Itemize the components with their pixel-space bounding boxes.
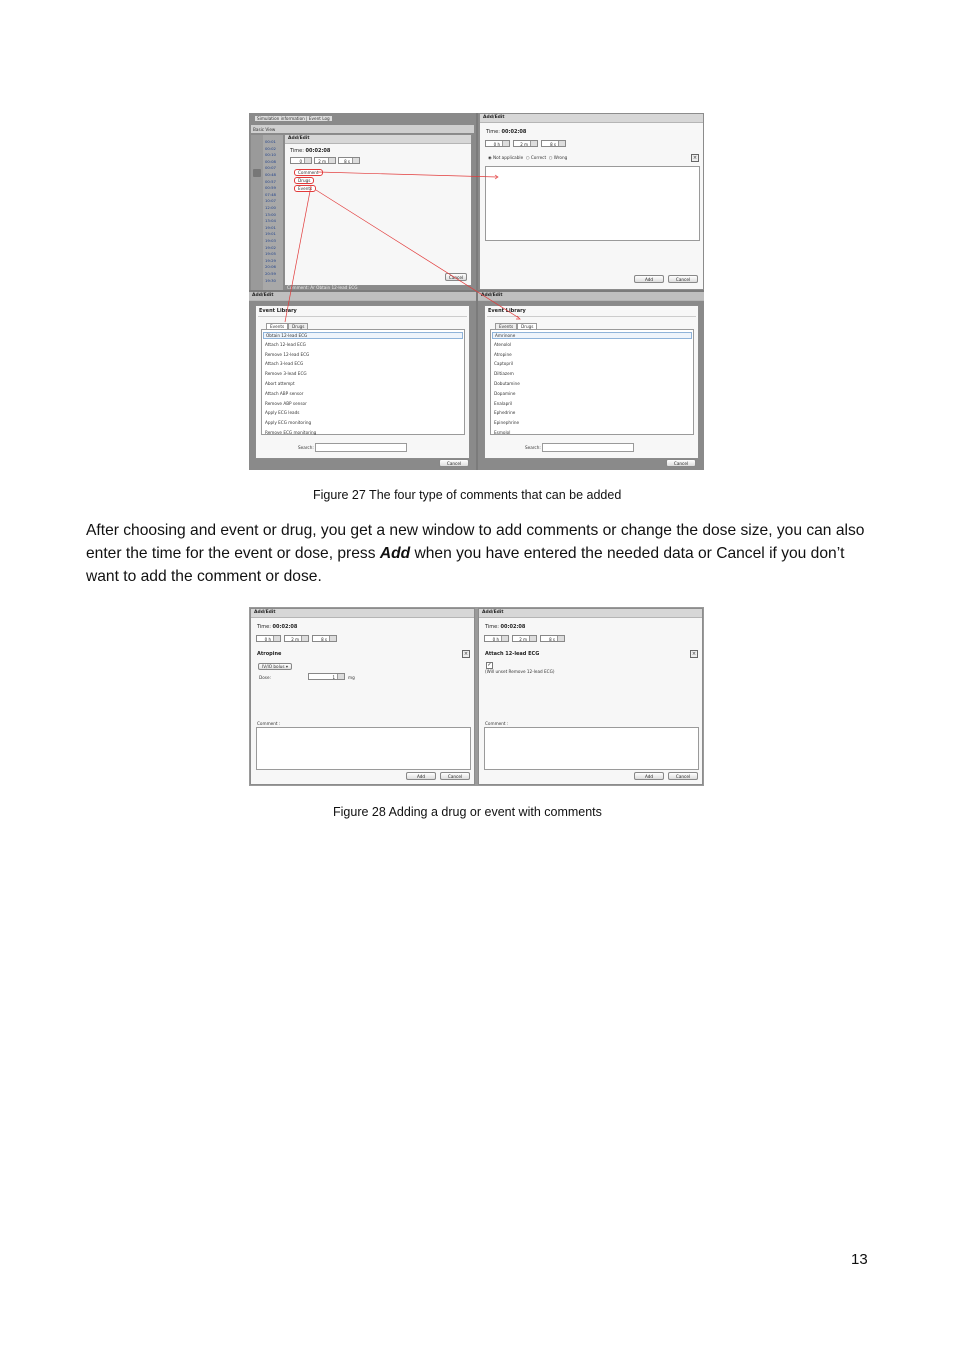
list-item[interactable]: Remove ECG monitoring — [265, 430, 317, 435]
list-item[interactable]: Epinephrine — [494, 420, 520, 426]
list-item[interactable]: Abort attempt — [265, 381, 295, 386]
option-comment[interactable]: Comment — [294, 169, 323, 176]
footer-text: Comment: Ar Obtain 12-lead ECG — [287, 285, 358, 290]
time-entry[interactable]: 00:48 — [265, 172, 276, 177]
add-edit-window — [478, 608, 703, 785]
event-heading: Attach 12-lead ECG — [485, 651, 540, 657]
window-title: Add/Edit — [479, 609, 702, 618]
list-item[interactable]: Attach 3-lead ECG — [265, 361, 304, 367]
time-entry[interactable]: 20:06 — [265, 264, 276, 270]
time-entry[interactable]: 00:10 — [265, 152, 276, 158]
dose-unit: mg — [348, 675, 355, 680]
time-value: 00:02:08 — [305, 148, 331, 154]
radio-not-applicable[interactable]: ◉ Not applicable — [488, 155, 524, 160]
option-drugs[interactable]: Drugs — [294, 177, 314, 184]
list-item[interactable]: Dopamine — [494, 390, 516, 396]
time-entry[interactable]: 00:57 — [265, 178, 276, 184]
time-entry[interactable]: 00:08 — [265, 158, 276, 164]
list-item[interactable]: Atenolol — [494, 341, 512, 347]
tab-events[interactable]: Events — [495, 323, 517, 329]
dose-spinner[interactable]: 1 — [308, 673, 345, 680]
figure-27-caption: Figure 27 The four type of comments that can be added — [313, 488, 622, 502]
tab-drugs[interactable]: Drugs — [288, 323, 308, 329]
time-label: Time: — [290, 148, 304, 154]
figure-28-caption: Figure 28 Adding a drug or event with comments — [333, 805, 602, 819]
list-item[interactable]: Enalapril — [494, 400, 513, 406]
cancel-button[interactable]: Cancel — [440, 772, 470, 780]
close-icon[interactable]: × — [691, 651, 697, 657]
radio-wrong[interactable]: ○ Wrong — [548, 155, 568, 160]
panel-tabs[interactable]: Simulation information | Event Log — [257, 116, 330, 121]
hours-spinner[interactable]: 0 h — [256, 635, 281, 642]
hours-spinner[interactable]: 0 h — [485, 140, 510, 147]
list-item[interactable]: Obtain 12-lead ECG — [263, 332, 463, 339]
figure-28 — [249, 607, 704, 786]
comment-label: Comment : — [485, 721, 509, 726]
seconds-spinner[interactable]: 8 s — [312, 635, 337, 642]
close-icon[interactable]: × — [463, 651, 469, 657]
option-events[interactable]: Events — [294, 185, 316, 192]
list-item[interactable]: Captopril — [494, 361, 514, 367]
window-title: Add/Edit — [478, 292, 704, 301]
time-entry[interactable]: 19:05 — [265, 251, 276, 257]
seconds-spinner[interactable]: 8 s — [541, 140, 566, 147]
list-item[interactable]: Apply ECG leads — [265, 410, 300, 416]
time-entry[interactable]: 13:00 — [265, 211, 276, 217]
time-entry[interactable]: 19:02 — [265, 244, 276, 250]
time-entry[interactable]: 19:01 — [265, 231, 276, 237]
minutes-spinner[interactable]: 2 m — [314, 157, 336, 164]
time-entry[interactable]: 00:07 — [265, 165, 276, 171]
window-title: Add/Edit — [480, 114, 703, 123]
time-entry[interactable]: 20:59 — [265, 271, 276, 276]
minutes-spinner[interactable]: 2 m — [512, 635, 537, 642]
event-checkbox[interactable]: ✓ — [487, 662, 492, 668]
list-item[interactable]: Attach 12-lead ECG — [265, 341, 306, 347]
window-title: Add/Edit — [249, 292, 476, 301]
figure-27 — [249, 113, 704, 470]
time-label: Time: — [257, 624, 271, 630]
window-title: Add/Edit — [251, 609, 474, 618]
comment-textarea[interactable] — [484, 727, 699, 770]
seconds-spinner[interactable]: 8 s — [540, 635, 565, 642]
time-value: 00:02:08 — [500, 624, 526, 630]
cancel-button[interactable]: Cancel — [666, 459, 696, 467]
add-button[interactable]: Add — [634, 772, 664, 780]
hours-spinner[interactable]: 0 h — [484, 635, 509, 642]
minutes-spinner[interactable]: 2 m — [513, 140, 538, 147]
cancel-button[interactable]: Cancel — [668, 772, 698, 780]
add-edit-window — [250, 608, 475, 785]
tab-drugs[interactable]: Drugs — [517, 323, 537, 329]
event-note: (Will unset Remove 12-lead ECG) — [485, 669, 555, 674]
list-item[interactable]: Attach ABP sensor — [265, 390, 304, 396]
list-item[interactable]: Amrinone — [492, 332, 692, 339]
time-value: 00:02:08 — [272, 624, 298, 630]
panel-left — [249, 607, 475, 786]
time-entry[interactable]: 19:01 — [265, 224, 276, 230]
library-title: Event Library — [259, 308, 297, 314]
annotation-arrows — [249, 113, 704, 470]
add-button[interactable]: Add — [406, 772, 436, 780]
time-entry[interactable]: 00:59 — [265, 185, 276, 191]
panel-right — [477, 607, 704, 786]
cancel-button[interactable]: Cancel — [445, 273, 467, 281]
time-value: 00:02:08 — [501, 129, 527, 135]
list-item[interactable]: Remove 3-lead ECG — [265, 371, 307, 377]
page-number: 13 — [851, 1251, 868, 1268]
list-item[interactable]: Remove ABP sensor — [265, 400, 307, 406]
time-entry[interactable]: 19:30 — [265, 277, 276, 283]
time-entry[interactable]: 07:48 — [265, 191, 276, 197]
list-item[interactable]: Esmolol — [494, 430, 511, 435]
list-item[interactable]: Ephedrine — [494, 410, 516, 416]
time-entry[interactable]: 12:00 — [265, 205, 276, 210]
tab-events[interactable]: Events — [266, 323, 288, 329]
window-title: Add/Edit — [285, 135, 471, 144]
comment-label: Comment : — [257, 721, 281, 726]
library-title: Event Library — [488, 308, 526, 314]
dose-label: Dose: — [259, 675, 271, 680]
radio-correct[interactable]: ○ Correct — [525, 155, 547, 160]
time-label: Time: — [485, 624, 499, 630]
time-entry[interactable]: 00:02 — [265, 145, 276, 151]
emphasis-add: Add — [379, 545, 411, 562]
add-button[interactable]: Add — [634, 275, 664, 283]
time-entry[interactable]: 10:07 — [265, 198, 276, 204]
search-label: Search: — [298, 445, 314, 450]
route-select[interactable]: IV/IO bolus ▾ — [258, 663, 292, 670]
minutes-spinner[interactable]: 2 m — [284, 635, 309, 642]
list-item[interactable]: Remove 12-lead ECG — [265, 351, 310, 357]
time-label: Time: — [486, 129, 500, 135]
list-item[interactable]: Dobutamine — [494, 381, 520, 386]
close-icon[interactable]: × — [692, 155, 698, 161]
list-item[interactable]: Apply ECG monitoring — [265, 420, 312, 426]
cancel-button[interactable]: Cancel — [439, 459, 469, 467]
time-entry[interactable]: 19:03 — [265, 238, 276, 243]
hours-spinner[interactable]: 0 — [290, 157, 312, 164]
list-item[interactable]: Atropine — [494, 351, 512, 357]
comment-textarea[interactable] — [256, 727, 471, 770]
time-entry[interactable]: 00:01 — [265, 139, 276, 144]
cancel-button[interactable]: Cancel — [668, 275, 698, 283]
drug-heading: Atropine — [257, 651, 282, 657]
body-paragraph: After choosing and event or drug, you get a new window to add comments or change the dose size, you can also enter the time for the event or dose, press Add when you have entered the needed data or Cancel if you don’t want to add the comment or dose. — [86, 522, 865, 585]
search-label: Search: — [525, 445, 541, 450]
seconds-spinner[interactable]: 8 s — [338, 157, 360, 164]
sidebar-header: Basic View — [253, 127, 276, 132]
list-item[interactable]: Diltiazem — [494, 371, 514, 377]
time-entry[interactable]: 13:04 — [265, 218, 276, 224]
time-entry[interactable]: 19:29 — [265, 257, 276, 263]
